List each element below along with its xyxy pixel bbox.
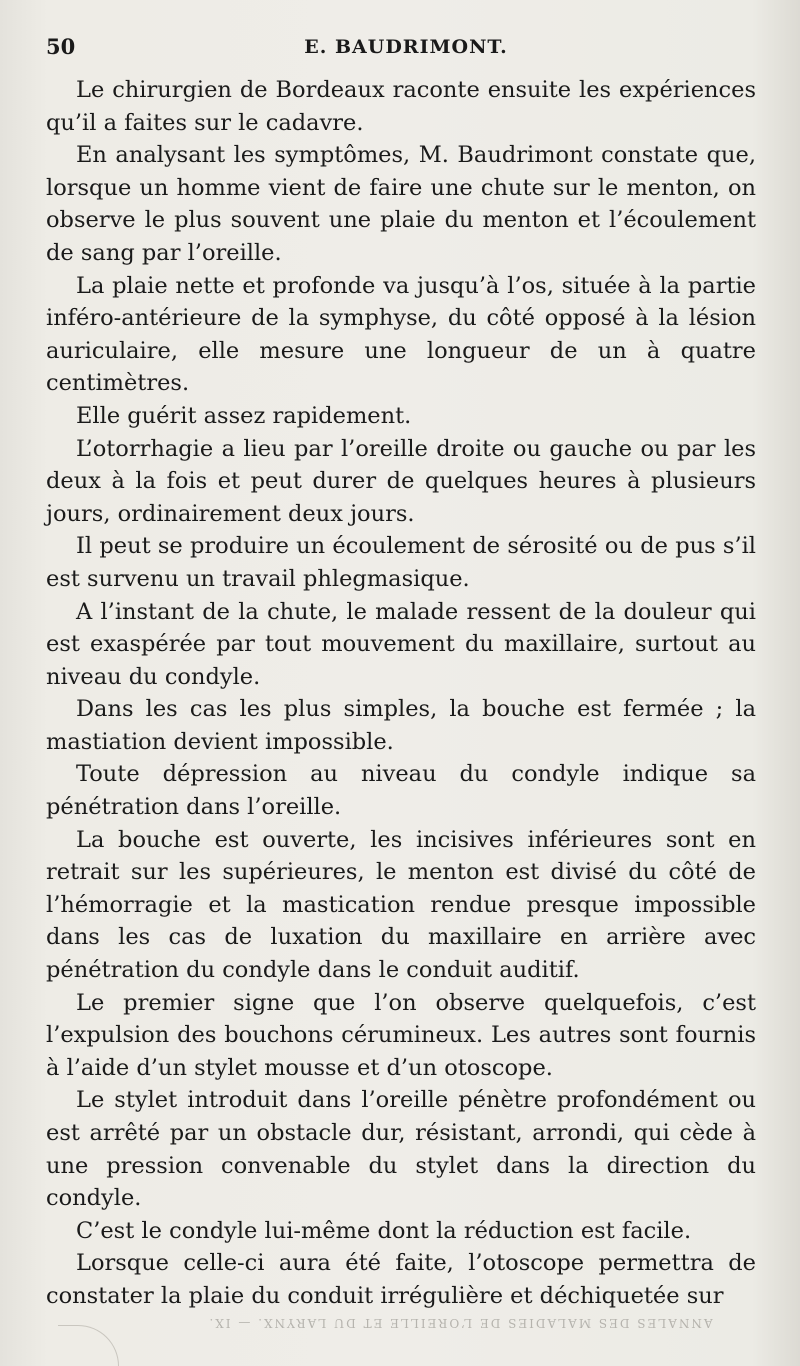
- paragraph: En analysant les symptômes, M. Baudrimont constate que, lorsque un homme vient de faire une chute sur le menton, on observe le plus souvent une plaie du menton et l’écoulement de sang par l’oreille.: [46, 142, 756, 266]
- paragraph: Dans les cas les plus simples, la bouche est fermée ; la mastiation devient impossible.: [46, 696, 756, 755]
- paragraph: C’est le condyle lui-même dont la réduction est facile.: [76, 1217, 692, 1244]
- page-number: 50: [46, 34, 76, 59]
- paragraph: Le chirurgien de Bordeaux raconte ensuite les expériences qu’il a faites sur le cadavre.: [46, 77, 756, 136]
- paragraph: Le premier signe que l’on observe quelquefois, c’est l’expulsion des bouchons cérumineux. Les autres sont fournis à l’aide d’un stylet mousse et d’un otoscope.: [46, 989, 756, 1081]
- paragraph: Lorsque celle-ci aura été faite, l’otoscope permettra de constater la plaie du conduit irrégulière et déchiquetée sur: [46, 1250, 756, 1309]
- paragraph: Elle guérit assez rapidement.: [76, 402, 412, 429]
- body-text: [46, 74, 756, 1313]
- bleed-through-footer: ANNALES DES MALADIES DE L’OREILLE ET DU LARYNX. — IX.: [207, 1316, 713, 1330]
- paragraph: La bouche est ouverte, les incisives inférieures sont en retrait sur les supérieures, le menton est divisé du côté de l’hémorragie et la mastication rendue presque impossible dans les cas de luxation du maxillaire en arrière avec pénétration du condyle dans le conduit auditif.: [46, 826, 756, 984]
- paragraph: A l’instant de la chute, le malade ressent de la douleur qui est exaspérée par tout mouvement du maxillaire, surtout au niveau du condyle.: [46, 598, 756, 690]
- paragraph: La plaie nette et profonde va jusqu’à l’os, située à la partie inféro-antérieure de la symphyse, du côté opposé à la lésion auriculaire, elle mesure une longueur de un à quatre centimètres.: [46, 272, 756, 397]
- running-head: E. BAUDRIMONT.: [304, 36, 508, 58]
- page-header: [46, 34, 766, 64]
- paragraph: L’otorrhagie a lieu par l’oreille droite ou gauche ou par les deux à la fois et peut durer de quelques heures à plusieurs jours, ordinairement deux jours.: [46, 435, 756, 527]
- paragraph: Le stylet introduit dans l’oreille pénètre profondément ou est arrêté par un obstacle dur, résistant, arrondi, qui cède à une pression convenable du stylet dans la direction du condyle.: [46, 1087, 756, 1212]
- paragraph: Il peut se produire un écoulement de sérosité ou de pus s’il est survenu un travail phlegmasique.: [46, 533, 756, 592]
- page-corner-mark: [58, 1325, 119, 1366]
- paragraph: Toute dépression au niveau du condyle indique sa pénétration dans l’oreille.: [46, 761, 756, 821]
